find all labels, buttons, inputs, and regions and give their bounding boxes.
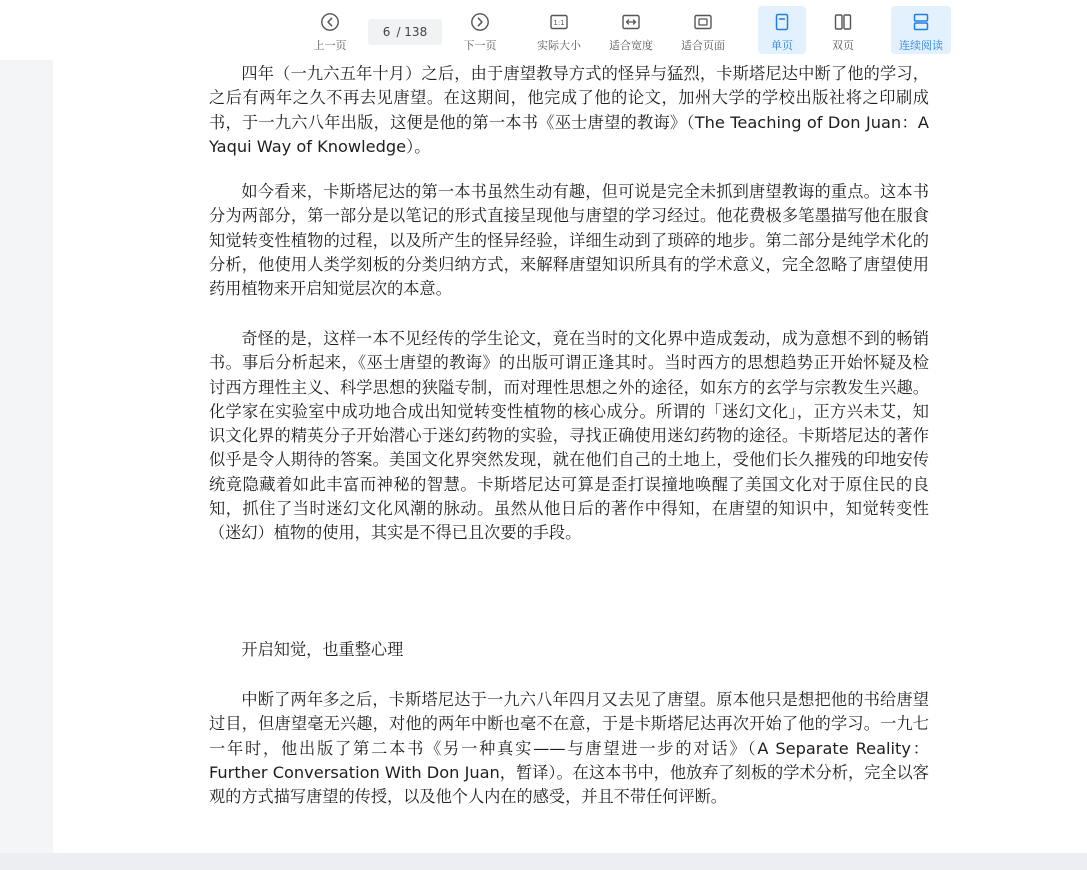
paragraph-3: 奇怪的是，这样一本不见经传的学生论文，竟在当时的文化界中造成轰动，成为意想不到的畅销书。事后分析起来，《巫士唐望的教诲》的出版可谓正逢其时。当时西方的思想趋势正开始怀疑及检讨西方理性主义、科学思想的狭隘专制，而对理性思想之外的途径，如东方的玄学与宗教发生兴趣。化学家在实验室中成功地合成出知觉转变性植物的核心成分。所谓的「迷幻文化」，正方兴未艾，知识文化界的精英分子开始潜心于迷幻药物的实验，寻找正确使用迷幻药物的途径。卡斯塔尼达的著作似乎是令人期待的答案。美国文化界突然发现，就在他们自己的土地上，受他们长久摧残的印地安传统竟隐藏着如此丰富而神秘的智慧。卡斯塔尼达可算是歪打误撞地唤醒了美国文化对于原住民的良知，抓住了当时迷幻文化风潮的脉动。虽然从他日后的著作中得知，在唐望的知识中，知觉转变性（迷幻）植物的使用，其实是不得已且次要的手段。	[209, 329, 929, 543]
paragraph-4: 中断了两年多之后，卡斯塔尼达于一九六八年四月又去见了唐望。原本他只是想把他的书给唐望过目，但唐望毫无兴趣，对他的两年中断也毫不在意，于是卡斯塔尼达再次开始了他的学习。一九七一年时，他出版了第二本书《另一种真实——与唐望进一步的对话》（A Separate Reality： Further Conversation With Don Juan，暂译）。在这本书中，他放弃了刻板的学术分析，完全以客观的方式描写唐望的传授，以及他个人内在的感受，并且不带任何评断。	[209, 690, 929, 807]
document-page	[53, 60, 1087, 853]
prev-page-label: 上一页	[313, 39, 347, 52]
chevron-right-circle-icon	[469, 11, 491, 33]
chevron-left-circle-icon	[319, 11, 341, 33]
total-pages: / 138	[396, 25, 428, 39]
actual-size-button[interactable]	[528, 6, 590, 54]
fit-width-icon	[620, 11, 642, 33]
next-page-button[interactable]	[449, 6, 511, 54]
prev-page-button[interactable]	[299, 6, 361, 54]
actual-size-label: 实际大小	[537, 39, 581, 52]
reader-toolbar	[0, 0, 1087, 60]
section-heading: 开启知觉，也重整心理	[241, 640, 404, 659]
single-page-button[interactable]	[758, 6, 806, 54]
fit-page-icon	[692, 11, 714, 33]
document-viewport[interactable]	[0, 60, 1087, 870]
double-page-icon	[832, 11, 854, 33]
continuous-reading-label: 连续阅读	[899, 39, 943, 52]
fit-page-label: 适合页面	[681, 39, 725, 52]
double-page-label: 双页	[832, 39, 854, 52]
continuous-reading-button[interactable]	[891, 6, 951, 54]
actual-size-icon	[548, 11, 570, 33]
single-page-label: 单页	[771, 39, 793, 52]
single-page-icon	[771, 11, 793, 33]
fit-page-button[interactable]	[672, 6, 734, 54]
fit-width-button[interactable]	[600, 6, 662, 54]
actual-size-glyph: 1:1	[553, 19, 565, 28]
paragraph-1: 四年（一九六五年十月）之后，由于唐望教导方式的怪异与猛烈，卡斯塔尼达中断了他的学习，之后有两年之久不再去见唐望。在这期间，他完成了他的论文，加州大学的学校出版社将之印刷成书，于一九六八年出版，这便是他的第一本书《巫士唐望的教诲》（The Teaching of Don Juan：A Yaqui Way of Knowledge）。	[209, 64, 929, 156]
fit-width-label: 适合宽度	[609, 39, 653, 52]
continuous-reading-icon	[910, 11, 932, 33]
paragraph-2: 如今看来，卡斯塔尼达的第一本书虽然生动有趣，但可说是完全未抓到唐望教诲的重点。这本书分为两部分，第一部分是以笔记的形式直接呈现他与唐望的学习经过。他花费极多笔墨描写他在服食知觉转变性植物的过程，以及所产生的怪异经验，详细生动到了琐碎的地步。第二部分是纯学术化的分析，他使用人类学刻板的分类归纳方式，来解释唐望知识所具有的学术意义，完全忽略了唐望使用药用植物来开启知觉层次的本意。	[209, 182, 929, 299]
double-page-button[interactable]	[818, 6, 868, 54]
page-indicator[interactable]	[368, 19, 442, 45]
bottom-scroll-area	[0, 853, 1087, 870]
current-page-input[interactable]: 6	[382, 25, 391, 39]
next-page-label: 下一页	[463, 39, 497, 52]
